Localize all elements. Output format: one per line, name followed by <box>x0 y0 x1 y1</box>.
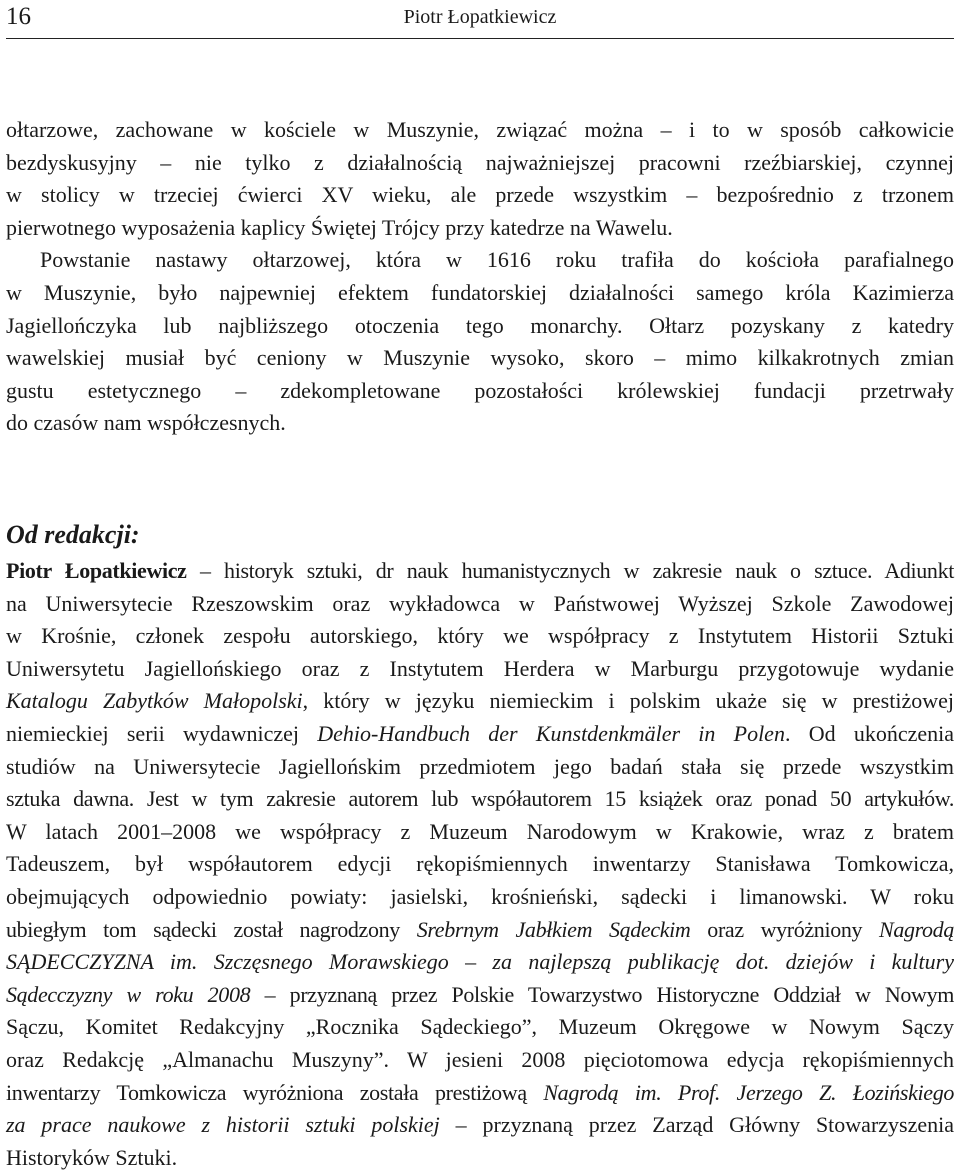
body-line: w stolicy w trzeciej ćwierci XV wieku, ale przede wszystkim – bezpośrednio z trzonem <box>6 182 954 208</box>
body-line: Jagiellończyka lub najbliższego otoczenia tego monarchy. Ołtarz pozyskany z katedry <box>6 312 954 338</box>
note-line: Uniwersytetu Jagiellońskiego oraz z Instytutem Herdera w Marburgu przygotowuje wydanie <box>6 655 954 681</box>
note-text: . Od ukończenia <box>784 720 954 746</box>
author-name: Piotr Łopatkiewicz <box>6 558 187 583</box>
note-line <box>6 555 954 588</box>
note-line: w Krośnie, członek zespołu autorskiego, który we współpracy z Instytutem Historii Sztuki <box>6 623 954 649</box>
note-line <box>6 685 954 718</box>
body-line: gustu estetycznego – zdekompletowane pozostałości królewskiej fundacji przetrwały <box>6 377 954 403</box>
note-line: Historyków Sztuki. <box>6 1144 178 1170</box>
running-header <box>6 0 954 39</box>
note-text: – przyznaną przez Zarząd Główny Stowarzyszenia <box>439 1112 955 1138</box>
note-text: – historyk sztuki, dr nauk humanistycznych w zakresie nauk o sztuce. Adiunkt <box>186 558 954 583</box>
body-line: w Muszynie, było najpewniej efektem fundatorskiej działalności samego króla Kazimierza <box>6 279 954 305</box>
body-line: Powstanie nastawy ołtarzowej, która w 1616 roku trafiła do kościoła parafialnego <box>40 247 954 273</box>
award-name: Sądecczyzny w roku 2008 <box>6 981 251 1007</box>
body-line: bezdyskusyjny – nie tylko z działalnością najważniejszej pracowni rzeźbiarskiej, czynnej <box>6 149 954 175</box>
note-text: oraz wyróżniony <box>690 916 880 942</box>
note-text: niemieckiej serii wydawniczej <box>6 720 318 746</box>
note-text: ubiegłym tom sądecki został nagrodzony <box>6 916 417 942</box>
body-text <box>6 114 954 440</box>
series-title: Dehio-Handbuch der Kunstdenkmäler in Polen <box>317 720 785 746</box>
award-name: Nagrodą im. Prof. Jerzego Z. Łozińskiego <box>543 1079 954 1105</box>
note-line: obejmujących odpowiednio powiaty: jasielski, krośnieński, sądecki i limanowski. W roku <box>6 883 954 909</box>
note-line: oraz Redakcję „Almanachu Muszyny”. W jesieni 2008 pięciotomowa edycja rękopiśmiennych <box>6 1046 954 1072</box>
editorial-note-text <box>6 555 954 1174</box>
running-head-author: Piotr Łopatkiewicz <box>403 6 557 28</box>
book-title: Katalogu Zabytków Małopolski <box>6 688 303 714</box>
note-line <box>6 718 954 751</box>
body-line: pierwotnego wyposażenia kaplicy Świętej Trójcy przy katedrze na Wawelu. <box>6 214 673 240</box>
note-line: studiów na Uniwersytecie Jagiellońskim przedmiotem jego badań stała się przede wszystkim <box>6 753 954 779</box>
note-line: na Uniwersytecie Rzeszowskim oraz wykładowca w Państwowej Wyższej Szkole Zawodowej <box>6 590 954 616</box>
editorial-note-heading: Od redakcji: <box>6 520 140 549</box>
note-line: Tadeuszem, był współautorem edycji rękopiśmiennych inwentarzy Stanisława Tomkowicza, <box>6 851 954 877</box>
note-text: , który w języku niemieckim i polskim ukaże się w prestiżowej <box>302 688 954 714</box>
note-text: inwentarzy Tomkowicza wyróżniona została prestiżową <box>6 1079 544 1105</box>
page-number: 16 <box>6 3 31 30</box>
note-line: SĄDECCZYZNA im. Szczęsnego Morawskiego – za najlepszą publikację dot. dziejów i kultury <box>6 949 954 975</box>
note-line: Sączu, Komitet Redakcyjny „Rocznika Sądeckiego”, Muzeum Okręgowe w Nowym Sączy <box>6 1014 954 1040</box>
note-line <box>6 979 954 1012</box>
note-line <box>6 1109 954 1142</box>
note-line <box>6 1077 954 1110</box>
body-line: wawelskiej musiał być ceniony w Muszynie wysoko, skoro – mimo kilkakrotnych zmian <box>6 345 954 371</box>
note-line <box>6 914 954 947</box>
body-line: do czasów nam współczesnych. <box>6 410 286 436</box>
note-text: – przyznaną przez Polskie Towarzystwo Historyczne Oddział w Nowym <box>250 981 954 1007</box>
note-line: sztuka dawna. Jest w tym zakresie autorem lub współautorem 15 książek oraz ponad 50 artykułów. <box>6 786 954 812</box>
award-name: Srebrnym Jabłkiem Sądeckim <box>416 916 691 942</box>
note-line: W latach 2001–2008 we współpracy z Muzeum Narodowym w Krakowie, wraz z bratem <box>6 818 954 844</box>
award-name: za prace naukowe z historii sztuki polskiej <box>6 1112 440 1138</box>
body-line: ołtarzowe, zachowane w kościele w Muszynie, związać można – i to w sposób całkowicie <box>6 117 954 142</box>
award-name: Nagrodą <box>879 916 954 942</box>
